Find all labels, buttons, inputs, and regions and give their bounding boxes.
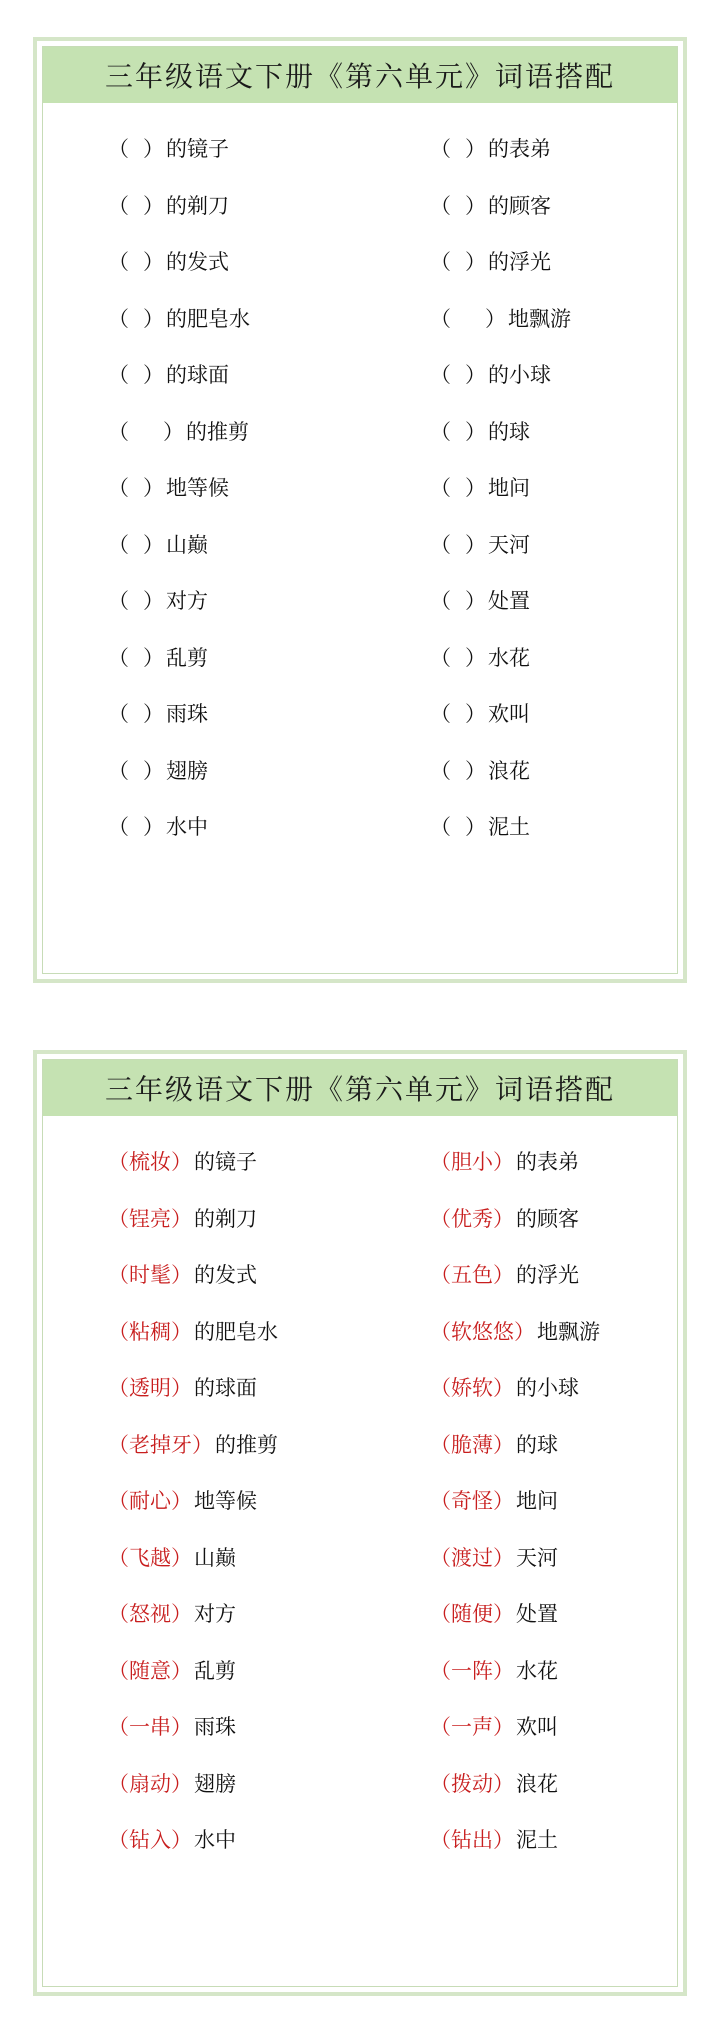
paren-close: ） (493, 1545, 514, 1570)
answer-text: 五色 (451, 1263, 493, 1287)
paren-open: （ (430, 1715, 451, 1739)
paren-open: （ (108, 1150, 129, 1174)
paren-close: ） (171, 1602, 192, 1626)
answer-text: 锃亮 (129, 1206, 171, 1231)
paren-open: （ (108, 419, 129, 444)
collocation-word: 雨珠 (194, 1715, 236, 1739)
paren-open: （ (430, 758, 451, 783)
blank-item-right (430, 473, 530, 503)
collocation-word: 天河 (516, 1545, 558, 1570)
answer-text: 渡过 (451, 1545, 493, 1570)
collocation-word: 的球 (516, 1432, 558, 1457)
collocation-word: 雨珠 (166, 702, 208, 726)
blank-row (43, 586, 677, 643)
collocation-word: 水花 (516, 1658, 558, 1683)
collocation-word: 对方 (194, 1602, 236, 1626)
answer-item-left (108, 1204, 257, 1234)
collocation-word: 的顾客 (516, 1206, 579, 1231)
collocation-word: 地问 (516, 1489, 558, 1513)
answer-text: 胆小 (451, 1150, 493, 1174)
paren-close: ） (465, 137, 486, 161)
paren-open: （ (430, 137, 451, 161)
worksheet-blank (33, 37, 687, 983)
paren-close: ） (171, 1263, 192, 1287)
answer-item-left (108, 1712, 236, 1742)
answer-item-right (430, 1317, 600, 1347)
answer-text: 一串 (129, 1715, 171, 1739)
blank-item-left (108, 643, 208, 673)
paren-close: ） (514, 1319, 535, 1344)
answer-text: 扇动 (129, 1771, 171, 1796)
collocation-word: 的剃刀 (166, 193, 229, 218)
collocation-word: 翅膀 (194, 1771, 236, 1796)
worksheet-blank-frame (42, 46, 678, 974)
answer-row (43, 1769, 677, 1826)
collocation-word: 山巅 (194, 1545, 236, 1570)
answer-item-left (108, 1317, 278, 1347)
answer-item-left (108, 1825, 236, 1855)
collocation-word: 翅膀 (166, 758, 208, 783)
answer-item-left (108, 1147, 257, 1177)
paren-open: （ (430, 815, 451, 839)
paren-close: ） (465, 758, 486, 783)
paren-close: ） (171, 1828, 192, 1852)
collocation-word: 地飘游 (508, 306, 571, 331)
paren-open: （ (108, 1206, 129, 1231)
paren-open: （ (108, 589, 129, 613)
collocation-word: 地问 (488, 476, 530, 500)
collocation-word: 的浮光 (488, 250, 551, 274)
paren-open: （ (108, 193, 129, 218)
paren-open: （ (430, 1376, 451, 1400)
answer-text: 粘稠 (129, 1319, 171, 1344)
paren-close: ） (493, 1206, 514, 1231)
answer-item-right (430, 1599, 558, 1629)
blank-item-left (108, 812, 208, 842)
answer-text: 飞越 (129, 1545, 171, 1570)
answer-text: 拨动 (451, 1771, 493, 1796)
worksheet-answers-title: 三年级语文下册《第六单元》词语搭配 (43, 1060, 677, 1116)
paren-close: ） (143, 250, 164, 274)
blank-item-right (430, 643, 530, 673)
blank-row (43, 756, 677, 813)
answer-text: 钻出 (451, 1828, 493, 1852)
paren-close: ） (493, 1263, 514, 1287)
paren-open: （ (430, 250, 451, 274)
collocation-word: 的发式 (194, 1263, 257, 1287)
collocation-word: 水中 (194, 1828, 236, 1852)
paren-close: ） (143, 137, 164, 161)
collocation-word: 天河 (488, 532, 530, 557)
paren-close: ） (493, 1489, 514, 1513)
blank-item-right (430, 360, 551, 390)
blank-item-left (108, 191, 229, 221)
answer-text: 耐心 (129, 1489, 171, 1513)
collocation-word: 的小球 (516, 1376, 579, 1400)
collocation-word: 的肥皂水 (166, 306, 250, 331)
paren-open: （ (108, 363, 129, 387)
paren-close: ） (143, 193, 164, 218)
paren-open: （ (430, 1602, 451, 1626)
paren-open: （ (430, 1150, 451, 1174)
answer-row (43, 1430, 677, 1487)
paren-open: （ (108, 1432, 129, 1457)
blank-item-right (430, 530, 530, 560)
answer-item-right (430, 1147, 579, 1177)
paren-close: ） (465, 476, 486, 500)
blank-row (43, 812, 677, 869)
paren-close: ） (192, 1432, 213, 1457)
answer-text: 软悠悠 (451, 1319, 514, 1344)
answer-row (43, 1656, 677, 1713)
blank-item-left (108, 756, 208, 786)
paren-close: ） (493, 1715, 514, 1739)
answer-row (43, 1317, 677, 1374)
collocation-word: 欢叫 (488, 702, 530, 726)
paren-close: ） (493, 1658, 514, 1683)
paren-close: ） (171, 1771, 192, 1796)
paren-open: （ (430, 476, 451, 500)
paren-close: ） (143, 815, 164, 839)
answer-item-right (430, 1543, 558, 1573)
answer-item-left (108, 1543, 236, 1573)
paren-close: ） (171, 1150, 192, 1174)
paren-open: （ (108, 532, 129, 557)
paren-close: ） (465, 815, 486, 839)
answer-item-left (108, 1656, 236, 1686)
blank-row (43, 134, 677, 191)
answer-row (43, 1204, 677, 1261)
paren-open: （ (430, 1658, 451, 1683)
answer-text: 梳妆 (129, 1150, 171, 1174)
blank-item-left (108, 360, 229, 390)
blank-row (43, 473, 677, 530)
collocation-word: 的推剪 (186, 419, 249, 444)
worksheet-answers (33, 1050, 687, 1996)
paren-open: （ (108, 1545, 129, 1570)
paren-close: ） (163, 419, 184, 444)
paren-open: （ (108, 137, 129, 161)
collocation-word: 乱剪 (194, 1658, 236, 1683)
answer-text: 一声 (451, 1715, 493, 1739)
answer-item-left (108, 1260, 257, 1290)
collocation-word: 乱剪 (166, 645, 208, 670)
blank-item-left (108, 417, 249, 447)
answer-row (43, 1147, 677, 1204)
blank-item-right (430, 812, 530, 842)
paren-open: （ (108, 250, 129, 274)
paren-open: （ (430, 702, 451, 726)
paren-close: ） (493, 1771, 514, 1796)
answer-text: 随意 (129, 1658, 171, 1683)
paren-close: ） (493, 1376, 514, 1400)
paren-close: ） (143, 758, 164, 783)
answer-item-right (430, 1260, 579, 1290)
collocation-word: 的表弟 (516, 1150, 579, 1174)
answer-item-right (430, 1656, 558, 1686)
paren-open: （ (108, 1319, 129, 1344)
collocation-word: 地等候 (166, 476, 229, 500)
collocation-word: 浪花 (516, 1771, 558, 1796)
answer-text: 钻入 (129, 1828, 171, 1852)
collocation-word: 地等候 (194, 1489, 257, 1513)
paren-open: （ (430, 193, 451, 218)
paren-close: ） (171, 1206, 192, 1231)
blank-item-left (108, 530, 208, 560)
paren-close: ） (465, 532, 486, 557)
answer-item-right (430, 1825, 558, 1855)
paren-open: （ (430, 589, 451, 613)
paren-close: ） (171, 1319, 192, 1344)
blank-item-right (430, 699, 530, 729)
blank-row (43, 417, 677, 474)
answer-text: 时髦 (129, 1263, 171, 1287)
blank-row (43, 699, 677, 756)
paren-close: ） (143, 363, 164, 387)
paren-open: （ (430, 419, 451, 444)
paren-close: ） (143, 532, 164, 557)
paren-open: （ (430, 1489, 451, 1513)
collocation-word: 的浮光 (516, 1263, 579, 1287)
answer-item-left (108, 1599, 236, 1629)
answer-item-left (108, 1430, 278, 1460)
answer-row (43, 1599, 677, 1656)
collocation-word: 的推剪 (215, 1432, 278, 1457)
paren-close: ） (171, 1658, 192, 1683)
paren-close: ） (465, 363, 486, 387)
paren-open: （ (108, 1602, 129, 1626)
paren-close: ） (143, 476, 164, 500)
collocation-word: 水中 (166, 815, 208, 839)
collocation-word: 的球面 (194, 1376, 257, 1400)
blank-row (43, 530, 677, 587)
blank-row (43, 360, 677, 417)
collocation-word: 对方 (166, 589, 208, 613)
collocation-word: 水花 (488, 645, 530, 670)
answer-text: 怒视 (129, 1602, 171, 1626)
blank-item-left (108, 304, 250, 334)
collocation-word: 处置 (488, 589, 530, 613)
blank-item-right (430, 134, 551, 164)
answer-row (43, 1486, 677, 1543)
paren-close: ） (493, 1602, 514, 1626)
paren-open: （ (430, 1319, 451, 1344)
paren-close: ） (485, 306, 506, 331)
paren-open: （ (108, 702, 129, 726)
collocation-word: 山巅 (166, 532, 208, 557)
paren-open: （ (108, 1828, 129, 1852)
paren-close: ） (171, 1489, 192, 1513)
collocation-word: 地飘游 (537, 1319, 600, 1344)
collocation-word: 处置 (516, 1602, 558, 1626)
paren-open: （ (108, 815, 129, 839)
blank-row (43, 643, 677, 700)
paren-open: （ (430, 532, 451, 557)
paren-open: （ (430, 1432, 451, 1457)
paren-open: （ (108, 1658, 129, 1683)
answer-row (43, 1260, 677, 1317)
answer-row (43, 1373, 677, 1430)
answer-row (43, 1825, 677, 1882)
paren-close: ） (143, 645, 164, 670)
paren-close: ） (493, 1432, 514, 1457)
answer-item-right (430, 1486, 558, 1516)
worksheet-answers-rows (43, 1147, 677, 1882)
paren-open: （ (430, 306, 451, 331)
paren-open: （ (430, 1545, 451, 1570)
answer-row (43, 1543, 677, 1600)
paren-close: ） (143, 702, 164, 726)
paren-open: （ (430, 1828, 451, 1852)
paren-close: ） (143, 306, 164, 331)
paren-open: （ (108, 306, 129, 331)
answer-item-left (108, 1769, 236, 1799)
answer-item-right (430, 1430, 558, 1460)
blank-row (43, 247, 677, 304)
answer-text: 透明 (129, 1376, 171, 1400)
answer-item-right (430, 1769, 558, 1799)
worksheet-blank-rows (43, 134, 677, 869)
worksheet-answers-frame (42, 1059, 678, 1987)
paren-open: （ (108, 1771, 129, 1796)
paren-close: ） (465, 419, 486, 444)
paren-open: （ (108, 1715, 129, 1739)
answer-text: 老掉牙 (129, 1432, 192, 1457)
paren-open: （ (108, 645, 129, 670)
blank-item-right (430, 756, 530, 786)
answer-row (43, 1712, 677, 1769)
collocation-word: 的发式 (166, 250, 229, 274)
collocation-word: 的球面 (166, 363, 229, 387)
paren-open: （ (108, 1263, 129, 1287)
answer-item-left (108, 1486, 257, 1516)
blank-item-right (430, 417, 530, 447)
paren-close: ） (465, 702, 486, 726)
paren-open: （ (430, 1263, 451, 1287)
answer-item-left (108, 1373, 257, 1403)
paren-close: ） (171, 1376, 192, 1400)
paren-open: （ (430, 645, 451, 670)
paren-open: （ (108, 1489, 129, 1513)
collocation-word: 欢叫 (516, 1715, 558, 1739)
blank-item-left (108, 473, 229, 503)
answer-item-right (430, 1204, 579, 1234)
blank-item-right (430, 191, 551, 221)
paren-close: ） (465, 193, 486, 218)
answer-text: 优秀 (451, 1206, 493, 1231)
answer-item-right (430, 1712, 558, 1742)
answer-item-right (430, 1373, 579, 1403)
collocation-word: 泥土 (488, 815, 530, 839)
paren-close: ） (465, 250, 486, 274)
paren-open: （ (108, 758, 129, 783)
paren-open: （ (108, 476, 129, 500)
paren-open: （ (430, 363, 451, 387)
worksheet-blank-title: 三年级语文下册《第六单元》词语搭配 (43, 47, 677, 103)
blank-item-right (430, 586, 530, 616)
paren-open: （ (430, 1771, 451, 1796)
answer-text: 脆薄 (451, 1432, 493, 1457)
collocation-word: 的镜子 (166, 137, 229, 161)
paren-close: ） (465, 645, 486, 670)
paren-close: ） (493, 1150, 514, 1174)
answer-text: 奇怪 (451, 1489, 493, 1513)
collocation-word: 的小球 (488, 363, 551, 387)
blank-item-left (108, 699, 208, 729)
blank-item-left (108, 134, 229, 164)
blank-row (43, 304, 677, 361)
blank-item-left (108, 586, 208, 616)
collocation-word: 的球 (488, 419, 530, 444)
blank-item-right (430, 304, 571, 334)
answer-text: 娇软 (451, 1376, 493, 1400)
blank-item-right (430, 247, 551, 277)
paren-close: ） (493, 1828, 514, 1852)
paren-open: （ (108, 1376, 129, 1400)
collocation-word: 的表弟 (488, 137, 551, 161)
paren-open: （ (430, 1206, 451, 1231)
paren-close: ） (465, 589, 486, 613)
answer-text: 一阵 (451, 1658, 493, 1683)
collocation-word: 的镜子 (194, 1150, 257, 1174)
paren-close: ） (171, 1545, 192, 1570)
blank-item-left (108, 247, 229, 277)
blank-row (43, 191, 677, 248)
paren-close: ） (143, 589, 164, 613)
collocation-word: 的剃刀 (194, 1206, 257, 1231)
collocation-word: 的肥皂水 (194, 1319, 278, 1344)
collocation-word: 的顾客 (488, 193, 551, 218)
collocation-word: 泥土 (516, 1828, 558, 1852)
collocation-word: 浪花 (488, 758, 530, 783)
answer-text: 随便 (451, 1602, 493, 1626)
paren-close: ） (171, 1715, 192, 1739)
